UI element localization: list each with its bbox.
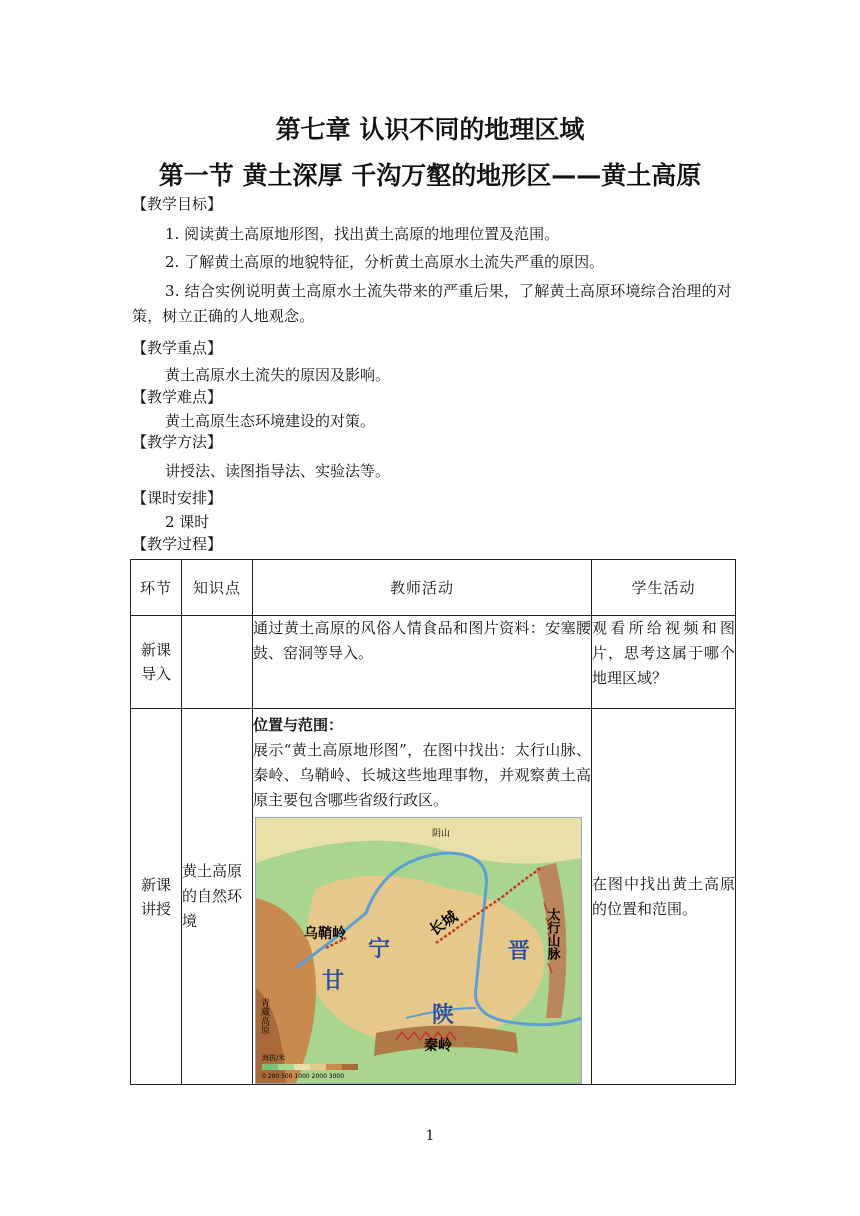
- header-stage: 环节: [131, 560, 182, 616]
- header-knowledge: 知识点: [182, 560, 253, 616]
- label-taihang: 太行山脉: [544, 908, 560, 960]
- teacher-text: 展示“黄土高原地形图”，在图中找出：太行山脉、秦岭、乌鞘岭、长城这些地理事物，并观察黄土高原主要包含哪些省级行政区。: [253, 741, 591, 809]
- label-yinshan: 阴山: [432, 829, 451, 839]
- label-wushaoling: 乌鞘岭: [304, 926, 346, 942]
- row2-knowledge: 黄土高原的自然环境: [182, 709, 253, 1085]
- chapter-title: 第七章 认识不同的地理区域: [275, 115, 585, 144]
- section-title: 第一节 黄土深厚 千沟万壑的地形区——黄土高原: [158, 161, 702, 190]
- method-heading: 【教学方法】: [132, 433, 223, 451]
- label-shaan: 陕: [432, 1003, 455, 1028]
- row2-stage: 新课讲授: [131, 709, 182, 1085]
- row1-stage: 新课导入: [131, 616, 182, 709]
- legend-ticks: 0 200 500 1000 2000 3000: [262, 1073, 345, 1080]
- row2-teacher: [253, 709, 592, 1085]
- legend-title: 海拔/米: [262, 1054, 286, 1062]
- header-teacher: 教师活动: [253, 560, 592, 616]
- difficulty-text: 黄土高原生态环境建设的对策。: [165, 412, 376, 430]
- label-gan: 甘: [322, 969, 345, 994]
- goal-item-1: 1. 阅读黄土高原地形图，找出黄土高原的地理位置及范围。: [165, 225, 560, 243]
- label-changcheng: 长城: [425, 907, 461, 940]
- difficulty-heading: 【教学难点】: [132, 388, 223, 406]
- goal-item-3: 3. 结合实例说明黄土高原水土流失带来的严重后果，了解黄土高原环境综合治理的对策，树立正确的人地观念。: [132, 282, 732, 325]
- map-svg: [256, 818, 581, 1083]
- table-header-row: [131, 560, 736, 616]
- goal-item-2: 2. 了解黄土高原的地貌特征，分析黄土高原水土流失严重的原因。: [165, 253, 605, 271]
- row1-knowledge: [182, 616, 253, 709]
- header-student: 学生活动: [592, 560, 736, 616]
- schedule-heading: 【课时安排】: [132, 489, 223, 507]
- row2-student: 在图中找出黄土高原的位置和范围。: [592, 709, 736, 1085]
- schedule-text: 2 课时: [165, 513, 210, 531]
- process-heading: 【教学过程】: [132, 535, 223, 553]
- row1-teacher: 通过黄土高原的风俗人情食品和图片资料：安塞腰鼓、窑洞等导入。: [253, 616, 592, 709]
- goals-heading: 【教学目标】: [132, 195, 223, 213]
- label-qinling: 秦岭: [424, 1038, 452, 1054]
- teacher-heading: 位置与范围：: [253, 716, 344, 734]
- row1-student: 观看所给视频和图片，思考这属于哪个地理区域？: [592, 616, 736, 709]
- label-ning: 宁: [368, 937, 391, 962]
- method-text: 讲授法、读图指导法、实验法等。: [165, 462, 391, 480]
- loess-plateau-map: [255, 817, 582, 1084]
- lesson-table: [130, 559, 736, 1085]
- key-point-text: 黄土高原水土流失的原因及影响。: [165, 366, 391, 384]
- key-point-heading: 【教学重点】: [132, 339, 223, 357]
- label-jin: 晋: [508, 939, 531, 964]
- table-row: [131, 616, 736, 709]
- table-row: [131, 709, 736, 1085]
- label-qingzang: 青藏高原: [259, 998, 269, 1034]
- page-number: 1: [425, 1128, 435, 1144]
